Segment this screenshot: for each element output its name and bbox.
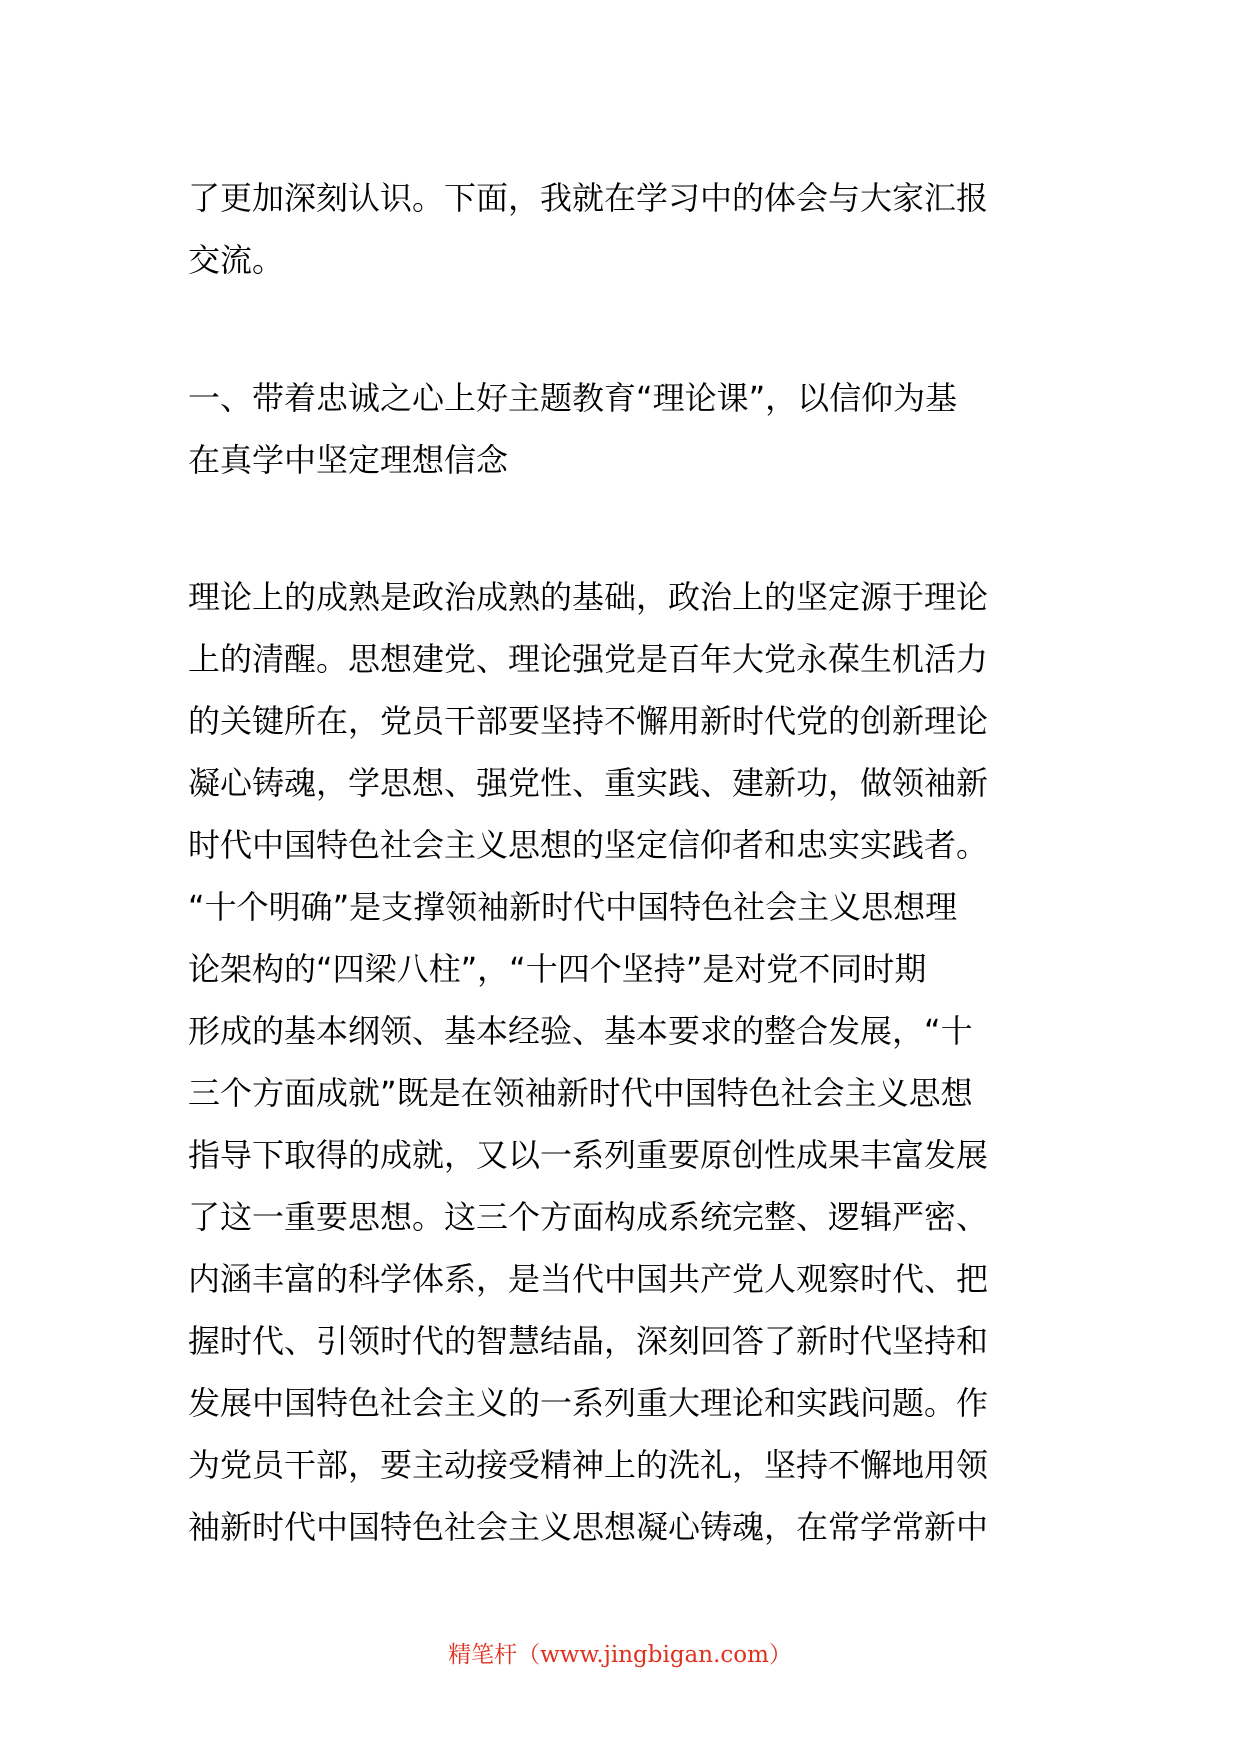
body-line: 理论上的成熟是政治成熟的基础，政治上的坚定源于理论	[188, 578, 989, 616]
body-line: 上的清醒。思想建党、理论强党是百年大党永葆生机活力	[188, 640, 989, 678]
body-line: 时代中国特色社会主义思想的坚定信仰者和忠实实践者。	[188, 826, 989, 864]
body-line: 发展中国特色社会主义的一系列重大理论和实践问题。作	[188, 1384, 989, 1422]
body-line: 握时代、引领时代的智慧结晶，深刻回答了新时代坚持和	[188, 1322, 989, 1360]
body-line: 袖新时代中国特色社会主义思想凝心铸魂，在常学常新中	[188, 1508, 989, 1546]
footer-watermark: 精笔杆（www.jingbigan.com）	[448, 1642, 792, 1668]
intro-line-2: 交流。	[188, 241, 285, 279]
body-line: 内涵丰富的科学体系，是当代中国共产党人观察时代、把	[188, 1260, 989, 1298]
body-line: 的关键所在，党员干部要坚持不懈用新时代党的创新理论	[188, 702, 989, 740]
body-line: 论架构的“四梁八柱”，“十四个坚持”是对党不同时期	[188, 950, 927, 988]
body-line: 为党员干部，要主动接受精神上的洗礼，坚持不懈地用领	[188, 1446, 989, 1484]
body-line: 了这一重要思想。这三个方面构成系统完整、逻辑严密、	[188, 1198, 989, 1236]
section-heading-line-2: 在真学中坚定理想信念	[188, 441, 509, 479]
body-line: 凝心铸魂，学思想、强党性、重实践、建新功，做领袖新	[188, 764, 989, 802]
intro-line-1: 了更加深刻认识。下面，我就在学习中的体会与大家汇报	[188, 179, 989, 217]
section-heading-line-1: 一、带着忠诚之心上好主题教育“理论课”，以信仰为基	[188, 379, 958, 417]
body-line: 形成的基本纲领、基本经验、基本要求的整合发展，“十	[188, 1012, 973, 1050]
body-line: 三个方面成就”既是在领袖新时代中国特色社会主义思想	[188, 1074, 973, 1112]
body-line: 指导下取得的成就，又以一系列重要原创性成果丰富发展	[188, 1136, 989, 1174]
body-line: “十个明确”是支撑领袖新时代中国特色社会主义思想理	[188, 888, 958, 926]
